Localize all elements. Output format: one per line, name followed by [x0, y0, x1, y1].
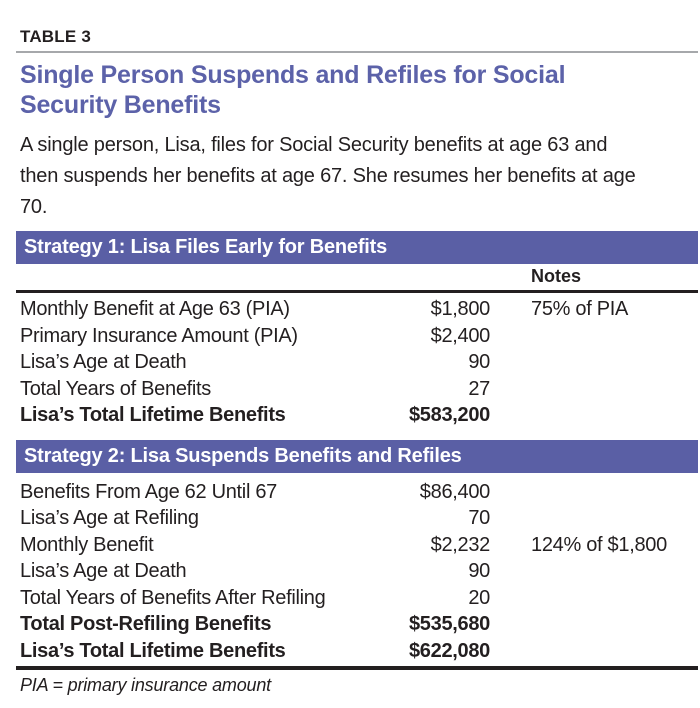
row-label: Total Years of Benefits After Refiling	[20, 586, 326, 609]
row-value: $2,400	[430, 324, 490, 347]
row-note	[490, 323, 698, 350]
table-row	[16, 402, 698, 429]
table-title-line-2: Security Benefits	[20, 91, 221, 119]
row-value: $583,200	[408, 404, 490, 426]
row-note	[490, 479, 698, 506]
row-value: $86,400	[419, 480, 490, 503]
description-line-3: 70.	[20, 196, 48, 218]
row-label: Monthly Benefit at Age 63 (PIA)	[20, 298, 290, 320]
row-note	[490, 558, 698, 585]
table-row	[16, 611, 698, 638]
row-label: Lisa’s Total Lifetime Benefits	[20, 404, 286, 426]
row-note	[490, 402, 698, 429]
notes-column-header: Notes	[531, 266, 582, 286]
table-row	[16, 558, 698, 585]
row-value: 90	[468, 560, 490, 582]
row-label: Total Years of Benefits	[20, 377, 212, 400]
row-label: Lisa’s Age at Death	[20, 351, 187, 373]
row-note	[490, 611, 698, 638]
kicker-divider	[16, 51, 698, 53]
table-row	[16, 479, 698, 506]
table-row	[16, 296, 698, 323]
strategy-header-bar: Strategy 1: Lisa Files Early for Benefits	[16, 231, 698, 264]
table-row	[16, 323, 698, 350]
row-note	[490, 505, 698, 532]
row-note	[490, 585, 698, 612]
description-line-1: A single person, Lisa, files for Social Security benefits at age 63 and	[20, 134, 608, 156]
row-note: 124% of $1,800	[531, 533, 667, 556]
row-label: Monthly Benefit	[20, 533, 154, 556]
row-note	[490, 349, 698, 376]
table-footnote: PIA = primary insurance amount	[20, 675, 271, 695]
row-note	[490, 638, 698, 665]
table-title-line-1: Single Person Suspends and Refiles for Social	[20, 61, 566, 89]
strategy-section-body	[16, 473, 698, 665]
table-row	[16, 638, 698, 665]
table-kicker: TABLE 3	[20, 27, 91, 46]
row-value: 70	[468, 507, 490, 529]
row-value: $1,800	[430, 298, 490, 320]
row-value: 90	[468, 351, 490, 373]
table-title	[16, 60, 698, 120]
table-row	[16, 376, 698, 403]
table-row	[16, 585, 698, 612]
row-value: 27	[468, 377, 490, 400]
table-row	[16, 505, 698, 532]
row-label: Total Post-Refiling Benefits	[20, 613, 272, 635]
row-label: Lisa’s Age at Refiling	[20, 507, 199, 529]
row-label: Lisa’s Age at Death	[20, 560, 187, 582]
table-description	[16, 130, 698, 223]
row-note	[490, 376, 698, 403]
row-value: $2,232	[430, 533, 490, 556]
row-value: $535,680	[408, 613, 490, 635]
row-value: $622,080	[408, 639, 490, 662]
table-3-document	[16, 28, 698, 696]
row-label: Lisa’s Total Lifetime Benefits	[20, 639, 286, 662]
row-label: Benefits From Age 62 Until 67	[20, 480, 277, 503]
row-value: 20	[468, 586, 490, 609]
row-note: 75% of PIA	[531, 298, 629, 320]
row-label: Primary Insurance Amount (PIA)	[20, 324, 298, 347]
benefits-table	[16, 231, 698, 664]
notes-column-header-row	[16, 264, 698, 290]
strategy-header-bar: Strategy 2: Lisa Suspends Benefits and Refiles	[16, 440, 698, 473]
table-row	[16, 349, 698, 376]
strategy-section-body	[16, 293, 698, 429]
table-row	[16, 532, 698, 559]
table-bottom-rule	[16, 666, 698, 670]
description-line-2: then suspends her benefits at age 67. She resumes her benefits at age	[20, 165, 636, 187]
